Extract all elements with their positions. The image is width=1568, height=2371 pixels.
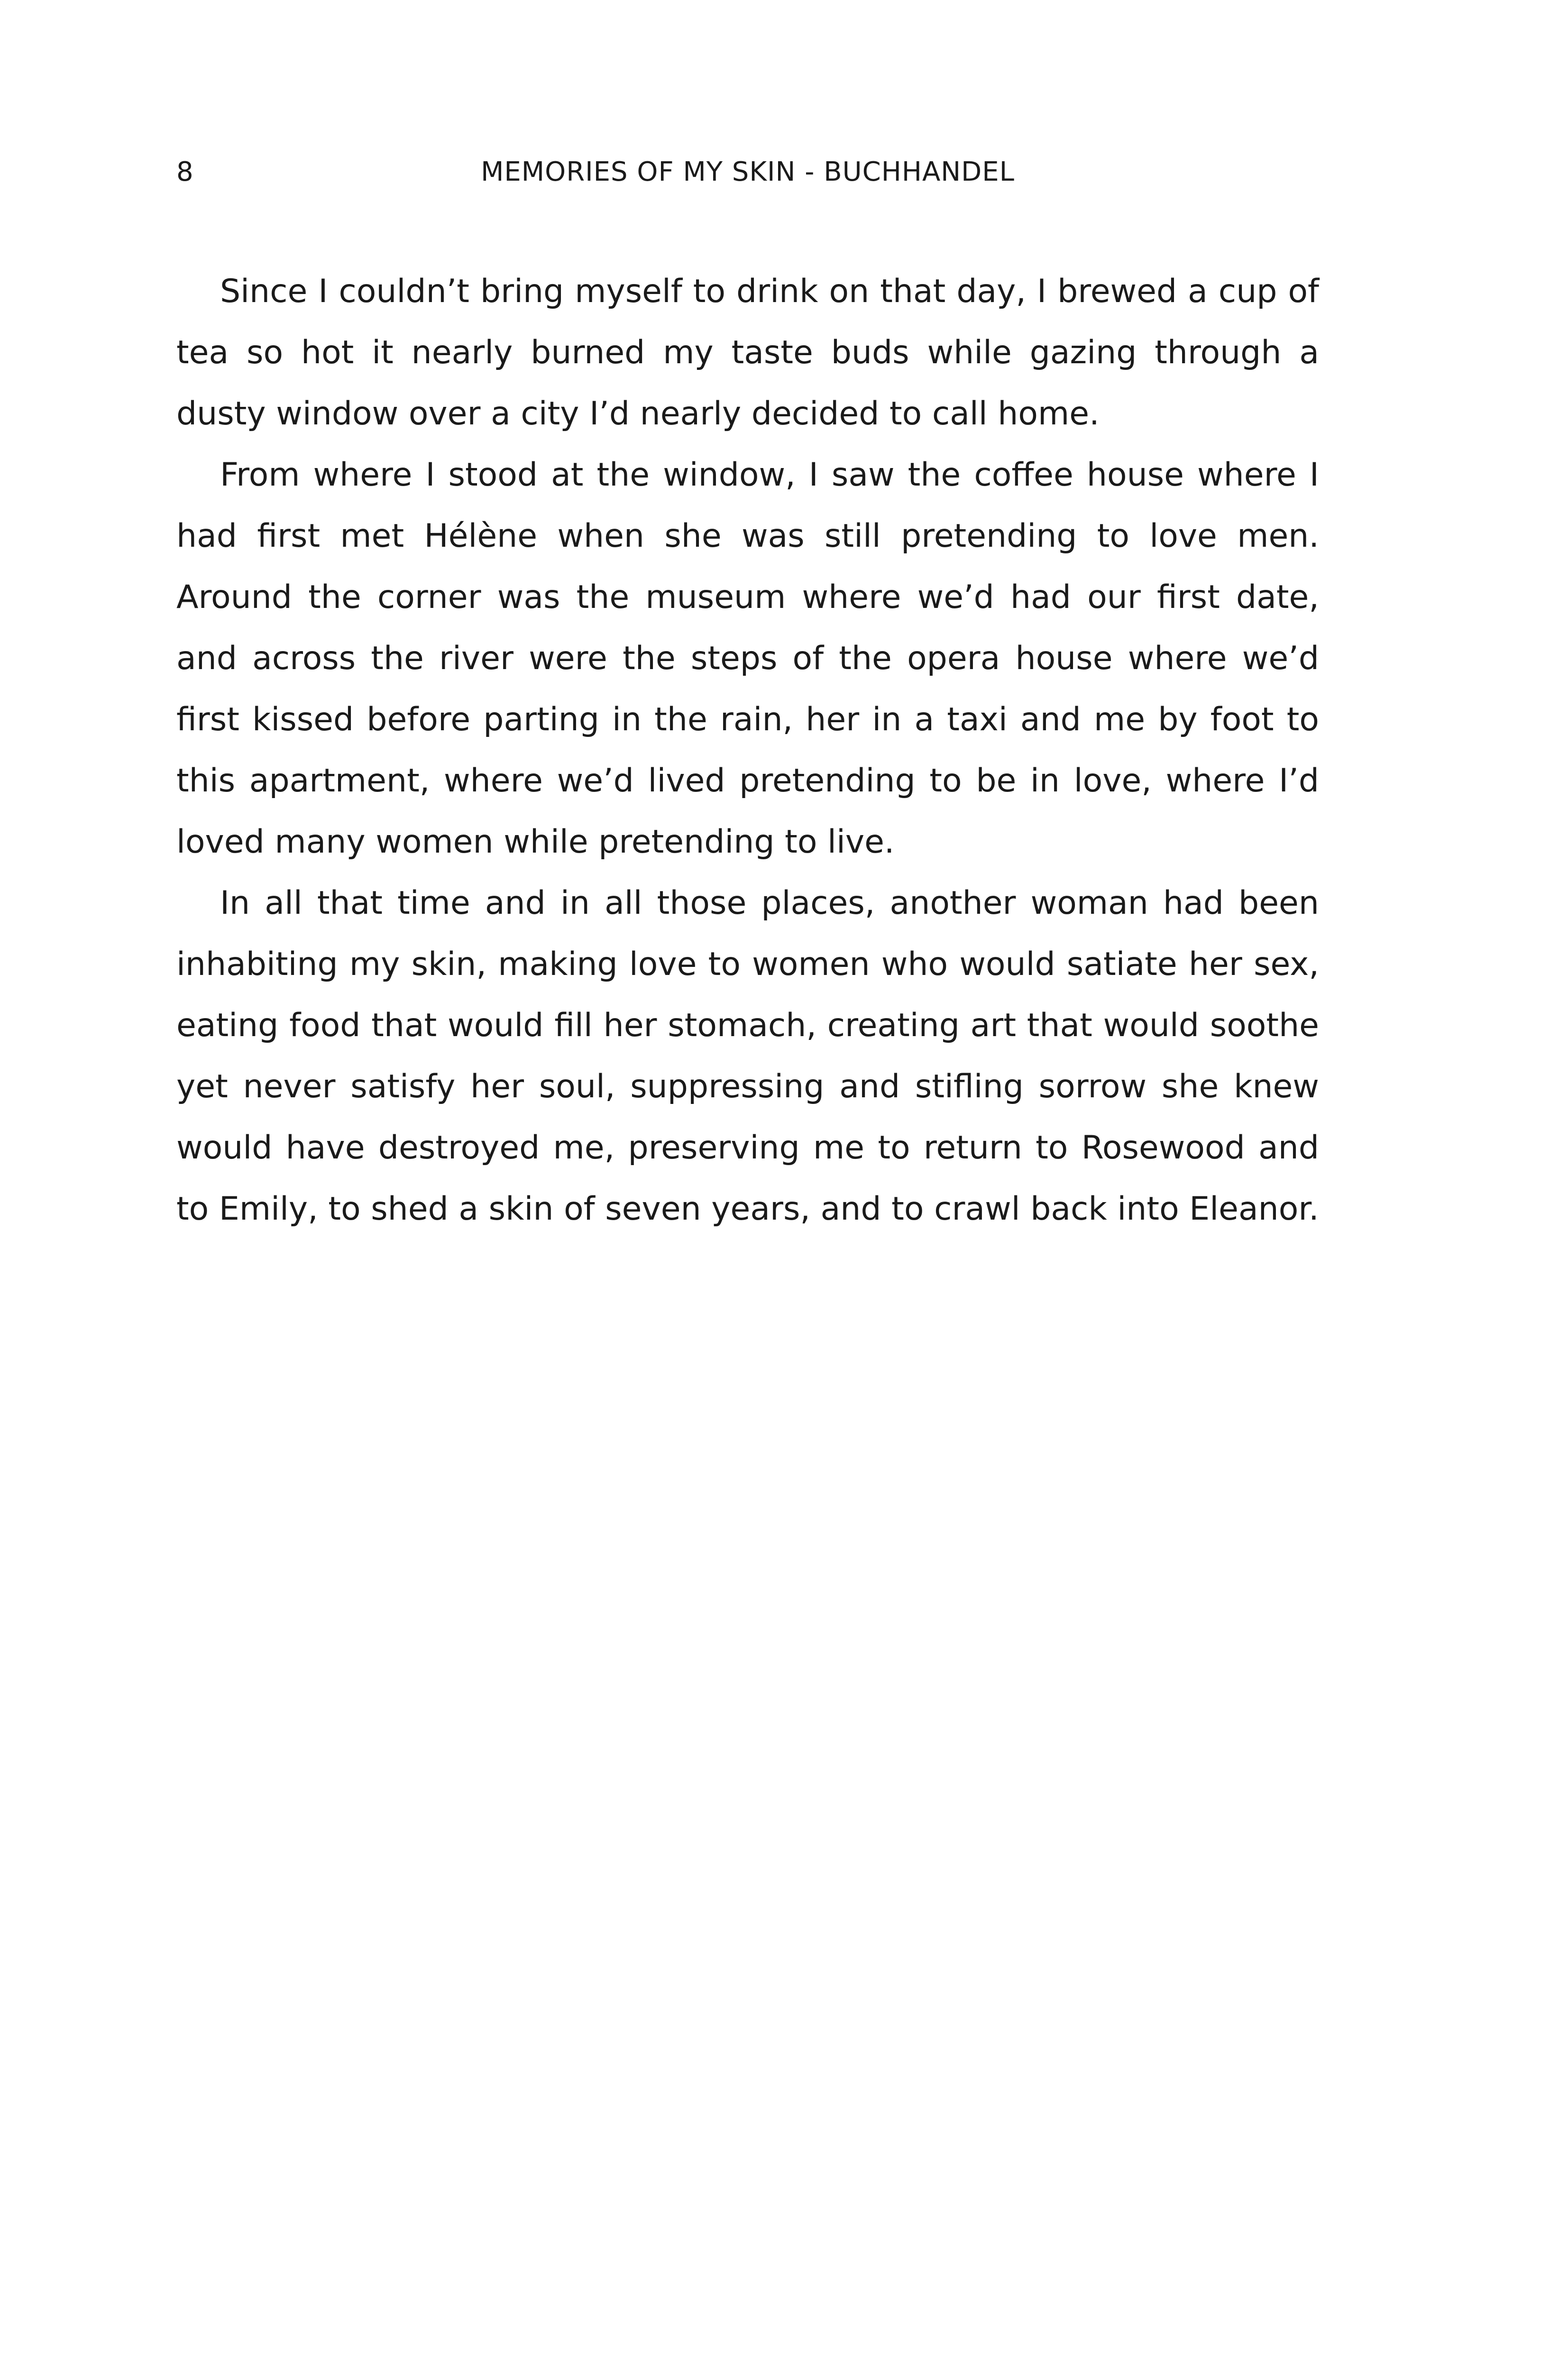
running-title: MEMORIES OF MY SKIN - BUCHHANDEL [481,156,1015,187]
body-text [176,261,1319,1240]
page-number: 8 [176,156,194,187]
paragraph: Since I couldn’t bring myself to drink on that day, I brewed a cup of tea so hot it nearly burned my taste buds while gazing through a dusty window over a city I’d nearly decided to call home. [176,273,1319,432]
running-header [176,151,1319,193]
paragraph: In all that time and in all those places, another woman had been inhabiting my skin, making love to women who would satiate her sex, eating food that would fill her stomach, creating art that would soothe yet never satisfy her soul, suppressing and stifling sorrow she knew would have destroyed me, preserving me to return to Rosewood and to Emily, to shed a skin of seven years, and to crawl back into Eleanor. [176,884,1319,1228]
paragraph: From where I stood at the window, I saw the coffee house where I had first met Hélène when she was still pretending to love men. Around the corner was the museum where we’d had our first date, and across the river were the steps of the opera house where we’d first kissed before parting in the rain, her in a taxi and me by foot to this apartment, where we’d lived pretending to be in love, where I’d loved many women while pretending to live. [176,456,1319,861]
